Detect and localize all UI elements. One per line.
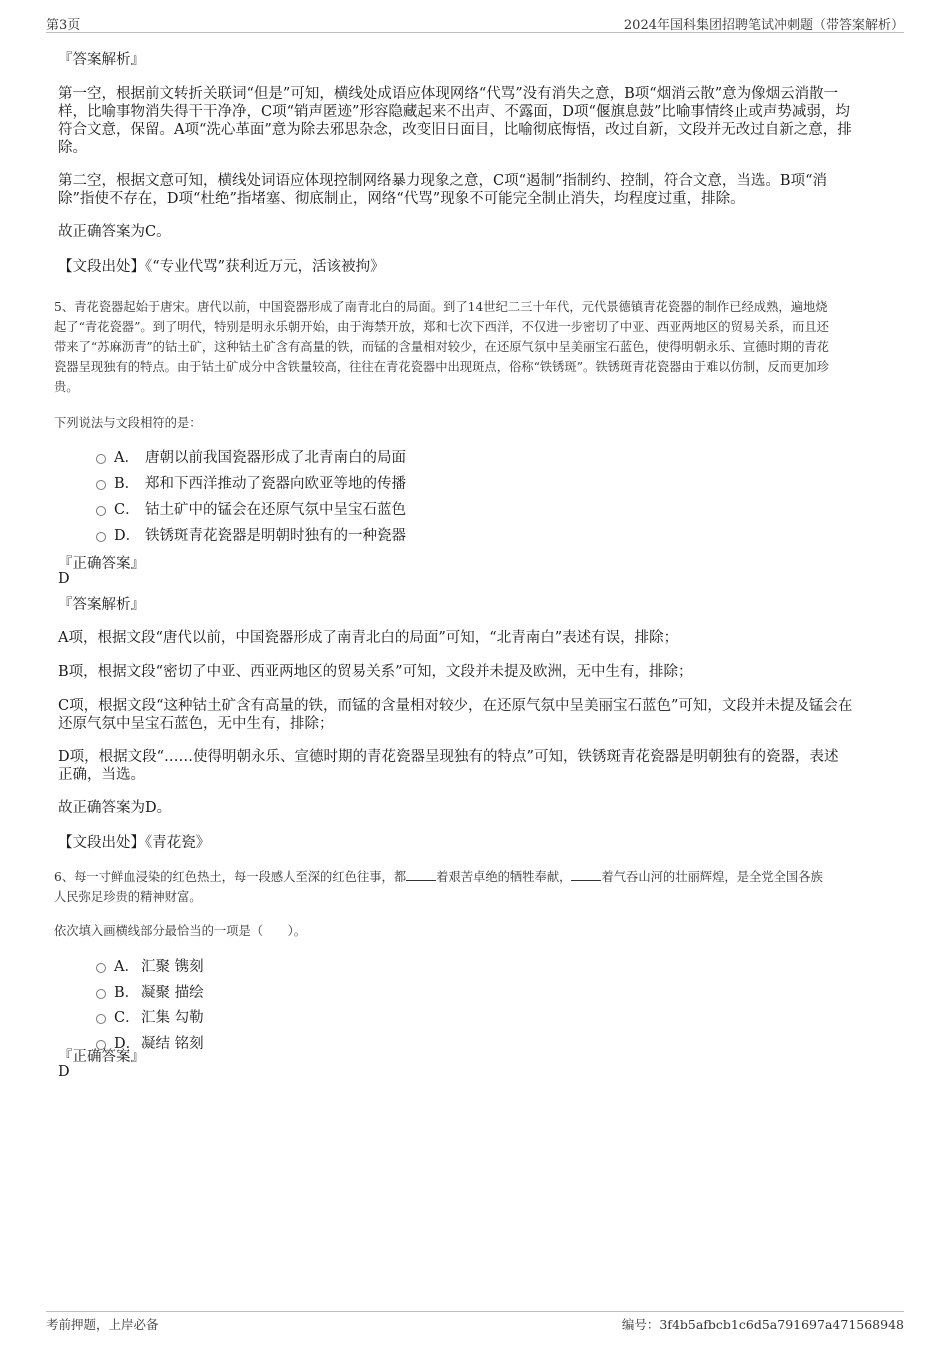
option-letter: A． [114,959,139,975]
option-letter: B． [114,985,140,1001]
q6-stem-part3: 着气吞山河的壮丽辉煌，是全党全国各族 [601,870,823,884]
q6-stem-part2: 着艰苦卓绝的牺牲奉献， [436,870,572,884]
q5-stem-line4: 瓷器呈现独有的特点。由于钴土矿成分中含铁量较高，往往在青花瓷器中出现斑点，俗称“铁锈斑”。铁锈斑青花瓷器由于难以仿制，反而更加珍 [54,360,829,374]
q6-answer: D [58,1064,70,1080]
radio-icon[interactable] [96,963,106,973]
radio-icon[interactable] [96,989,106,999]
q5-analysis-heading: 『答案解析』 [58,597,145,613]
q6-answer-heading: 『正确答案』 [58,1049,145,1065]
option-text: 铁锈斑青花瓷器是明朝时独有的一种瓷器 [145,528,406,544]
q4-analysis-p1-line1: 第一空，根据前文转折关联词“但是”可知，横线处成语应体现网络“代骂”没有消失之意，B项“烟消云散”意为像烟云消散一 [58,86,839,102]
option-letter: C． [114,502,140,518]
option-text: 凝聚 描绘 [141,985,204,1001]
footer-slogan: 考前押题，上岸必备 [46,1317,159,1332]
page-header [46,14,904,33]
q5-question: 下列说法与文段相符的是： [54,416,202,430]
option-letter: B． [114,476,140,492]
fill-blank-1 [406,870,436,881]
q4-analysis-p2-line1: 第二空，根据文意可知，横线处词语应体现控制网络暴力现象之意，C项“遏制”指制约、控制，符合文意，当选。B项“消 [58,173,827,189]
q5-answer: D [58,571,70,587]
q5-analysis-d-line1: D项，根据文段“……使得明朝永乐、宣德时期的青花瓷器呈现独有的特点”可知，铁锈斑青花瓷器是明朝独有的瓷器，表述 [58,749,839,765]
q5-analysis-a: A项，根据文段“唐代以前，中国瓷器形成了南青北白的局面”可知，“北青南白”表述有误，排除； [58,630,679,646]
q5-answer-heading: 『正确答案』 [58,556,145,572]
q5-stem-line5: 贵。 [54,380,79,394]
q5-conclusion: 故正确答案为D。 [58,800,172,816]
page-number: 第3页 [46,18,81,33]
option-letter: D． [114,1036,141,1052]
option-text: 汇集 勾勒 [141,1010,204,1026]
page-footer [46,1311,904,1332]
radio-icon[interactable] [96,1014,106,1024]
option-letter: A． [114,450,139,466]
radio-icon[interactable] [96,480,106,490]
q6-stem-part1: 6、每一寸鲜血浸染的红色热土，每一段感人至深的红色往事，都 [54,870,407,884]
radio-icon[interactable] [96,454,106,464]
q5-stem-line2: 起了“青花瓷器”。到了明代，特别是明永乐朝开始，由于海禁开放，郑和七次下西洋，不仅进一步密切了中亚、西亚两地区的贸易关系，而且还 [54,320,829,334]
footer-doc-id: 编号：3f4b5afbcb1c6d5a791697a471568948 [621,1317,904,1332]
radio-icon[interactable] [96,532,106,542]
q4-analysis-p1-line2: 样，比喻事物消失得干干净净，C项“销声匿迹”形容隐藏起来不出声、不露面，D项“偃旗息鼓”比喻事情终止或声势减弱，均 [58,104,850,120]
q4-analysis-p1-line3: 符合文意，保留。A项“洗心革面”意为除去邪思杂念，改变旧日面目，比喻彻底悔悟，改过自新，文段并无改过自新之意，排 [58,122,852,138]
q4-analysis-p1-line4: 除。 [58,140,87,156]
option-text: 钴土矿中的锰会在还原气氛中呈宝石蓝色 [145,502,406,518]
q4-analysis-p2-line2: 除”指使不存在，D项“杜绝”指堵塞、彻底制止，网络“代骂”现象不可能完全制止消失，均程度过重，排除。 [58,191,745,207]
q4-analysis-heading: 『答案解析』 [58,52,145,68]
q4-conclusion: 故正确答案为C。 [58,224,171,240]
fill-blank-2 [571,870,601,881]
q4-source: 【文段出处】《“专业代骂”获利近万元，活该被拘》 [58,259,385,275]
option-text: 唐朝以前我国瓷器形成了北青南白的局面 [145,450,406,466]
q5-stem-line1: 5、青花瓷器起始于唐宋。唐代以前，中国瓷器形成了南青北白的局面。到了14世纪二三十年代，元代景德镇青花瓷器的制作已经成熟，遍地烧 [54,300,828,314]
q6-question: 依次填入画横线部分最恰当的一项是（ ）。 [54,924,307,938]
option-text: 凝结 铭刻 [141,1036,204,1052]
option-letter: C． [114,1010,140,1026]
q6-stem-line1 [54,867,823,885]
q5-analysis-c-line2: 还原气氛中呈宝石蓝色，无中生有，排除； [58,716,334,732]
option-letter: D． [114,528,141,544]
option-text: 郑和下西洋推动了瓷器向欧亚等地的传播 [145,476,406,492]
radio-icon[interactable] [96,506,106,516]
q5-stem-line3: 带来了“苏麻沥青”的钴土矿，这种钴土矿含有高量的铁，而锰的含量相对较少，在还原气氛中呈美丽宝石蓝色，使得明朝永乐、宣德时期的青花 [54,340,829,354]
q5-analysis-d-line2: 正确，当选。 [58,767,145,783]
document-title: 2024年国科集团招聘笔试冲刺题（带答案解析） [623,18,904,33]
q5-source: 【文段出处】《青花瓷》 [58,835,211,851]
q5-analysis-c-line1: C项，根据文段“这种钴土矿含有高量的铁，而锰的含量相对较少，在还原气氛中呈美丽宝石蓝色”可知，文段并未提及锰会在 [58,698,853,714]
option-text: 汇聚 镌刻 [141,959,204,975]
q5-analysis-b: B项，根据文段“密切了中亚、西亚两地区的贸易关系”可知，文段并未提及欧洲，无中生有，排除； [58,664,693,680]
q6-stem-line2: 人民弥足珍贵的精神财富。 [54,890,202,904]
